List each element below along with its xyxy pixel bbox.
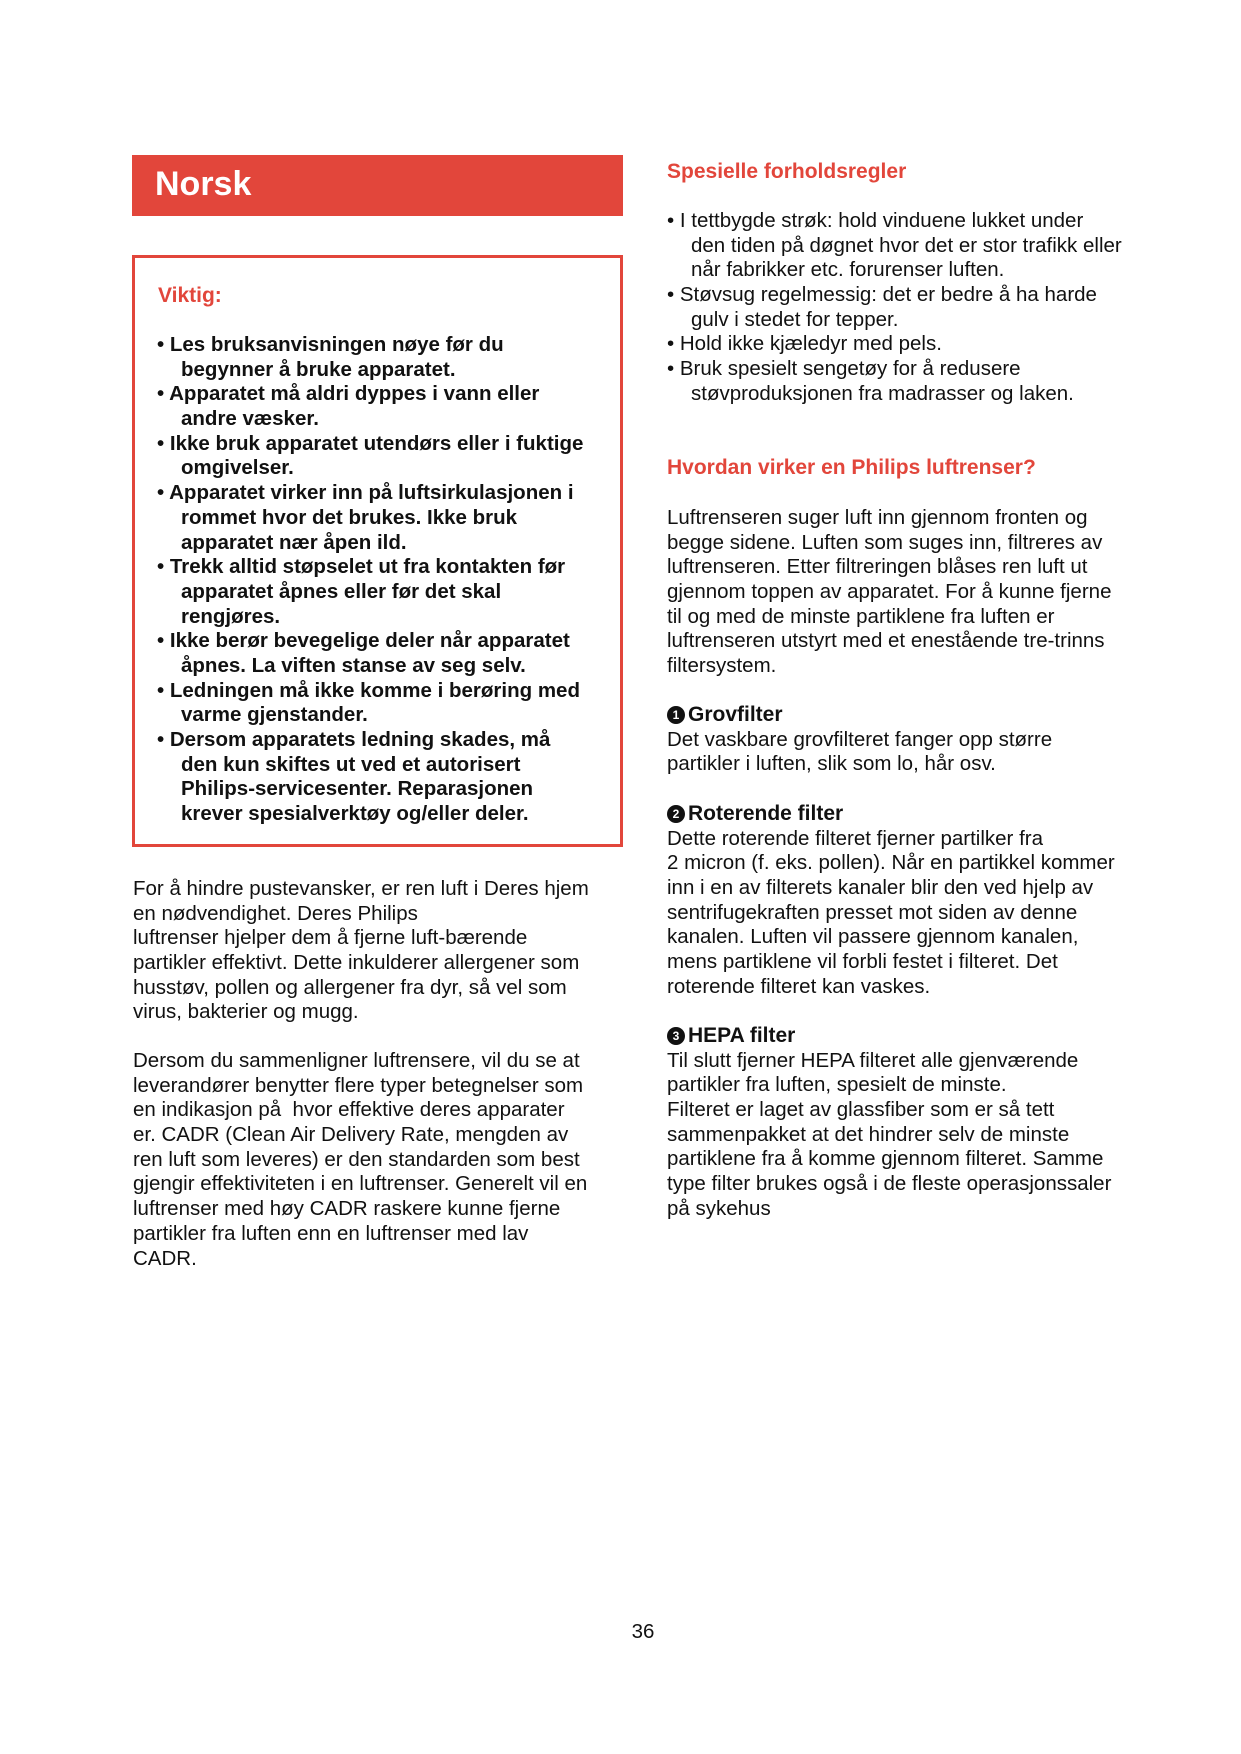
intro-paragraph-1 xyxy=(133,877,589,1025)
bullet-line xyxy=(157,555,583,580)
bullet-text: Trekk alltid støpselet ut fra kontakten før xyxy=(169,555,566,579)
text-line: sammenpakket at det hindrer selv de minste xyxy=(667,1122,1070,1146)
text-line: partiklene fra å komme gjennom filteret. Samme xyxy=(667,1147,1104,1171)
bullet-line xyxy=(157,382,583,407)
filter-title-text: Roterende filter xyxy=(688,802,844,825)
bullet-line: rengjøres. xyxy=(181,604,281,628)
bullet-dot: • xyxy=(157,481,170,505)
text-line: Dette roterende filteret fjerner partilker fra xyxy=(667,826,1043,850)
text-line: Dersom du sammenligner luftrensere, vil du se at xyxy=(133,1049,580,1072)
bullet-dot: • xyxy=(157,382,170,406)
bullet-dot: • xyxy=(157,678,170,702)
bullet-line: den tiden på døgnet hvor det er stor trafikk eller xyxy=(691,233,1122,257)
bullet-line xyxy=(157,432,583,457)
bullet-dot: • xyxy=(157,555,170,579)
bullet-line: den kun skiftes ut ved et autorisert xyxy=(181,752,521,776)
bullet-line: apparatet nær åpen ild. xyxy=(181,530,407,554)
precautions-list xyxy=(667,209,1122,407)
bullet-line: gulv i stedet for tepper. xyxy=(691,307,899,331)
text-line: ren luft som leveres) er den standarden som best xyxy=(133,1147,580,1171)
bullet-line xyxy=(157,333,583,358)
text-line: roterende filteret kan vaskes. xyxy=(667,974,931,998)
text-line: partikler fra luften enn en luftrenser med lav xyxy=(133,1221,529,1245)
filter-title xyxy=(667,703,1052,728)
bullet-line: varme gjenstander. xyxy=(181,703,368,727)
language-header xyxy=(132,155,623,216)
bullet-item xyxy=(157,432,583,481)
text-line: mens partiklene vil forbli festet i filteret. Det xyxy=(667,950,1058,974)
bullet-text: Hold ikke kjæledyr med pels. xyxy=(679,332,942,356)
bullet-dot: • xyxy=(667,357,680,381)
bullet-item xyxy=(157,382,583,431)
bullet-item xyxy=(157,728,583,827)
text-line: Filteret er laget av glassfiber som er så tett xyxy=(667,1098,1055,1122)
bullet-line xyxy=(667,283,1122,308)
how-paragraph xyxy=(667,506,1111,679)
bullet-text: Bruk spesielt sengetøy for å redusere xyxy=(679,357,1021,381)
text-line: til og med de minste partiklene fra luften er xyxy=(667,604,1055,628)
precautions-title: Spesielle forholdsregler xyxy=(667,160,907,183)
text-line: filtersystem. xyxy=(667,654,777,678)
number-circle-icon: 3 xyxy=(667,1027,685,1045)
bullet-dot: • xyxy=(157,431,170,455)
bullet-dot: • xyxy=(667,332,680,356)
text-line: på sykehus xyxy=(667,1196,771,1220)
bullet-dot: • xyxy=(157,629,170,653)
number-circle-icon: 1 xyxy=(667,706,685,724)
bullet-text: Apparatet må aldri dyppes i vann eller xyxy=(169,382,540,406)
text-line: luftrenser med høy CADR raskere kunne fjerne xyxy=(133,1197,561,1221)
bullet-line xyxy=(667,209,1122,234)
bullet-item xyxy=(157,555,583,629)
bullet-line xyxy=(157,481,583,506)
important-list xyxy=(157,333,583,827)
bullet-line: omgivelser. xyxy=(181,456,294,480)
text-line: luftrenseren utstyrt med et enestående tre-trinns xyxy=(667,629,1105,653)
text-line: kanalen. Luften vil passere gjennom kanalen, xyxy=(667,925,1079,949)
bullet-line xyxy=(667,357,1122,382)
text-line: husstøv, pollen og allergener fra dyr, så vel som xyxy=(133,975,567,999)
bullet-line: når fabrikker etc. forurenser luften. xyxy=(691,258,1005,282)
bullet-item xyxy=(157,629,583,678)
text-line: inn i en av filterets kanaler blir den ved hjelp av xyxy=(667,876,1094,900)
bullet-text: Dersom apparatets ledning skades, må xyxy=(169,728,551,751)
bullet-line: rommet hvor det brukes. Ikke bruk xyxy=(181,505,518,529)
how-title: Hvordan virker en Philips luftrenser? xyxy=(667,456,1036,479)
bullet-item xyxy=(157,679,583,728)
intro-paragraph-2 xyxy=(133,1049,587,1271)
bullet-item xyxy=(157,481,583,555)
filter-title-text: HEPA filter xyxy=(688,1024,796,1047)
text-line: leverandører benytter flere typer betegnelser som xyxy=(133,1073,584,1097)
bullet-line xyxy=(157,679,583,704)
text-line: en indikasjon på hvor effektive deres apparater xyxy=(133,1098,565,1122)
text-line: partikler effektivt. Dette inkulderer allergener som xyxy=(133,951,580,975)
text-line: luftrenseren. Etter filtreringen blåses ren luft ut xyxy=(667,555,1088,579)
text-line: For å hindre pustevansker, er ren luft i Deres hjem xyxy=(133,877,589,900)
bullet-line: støvproduksjonen fra madrasser og laken. xyxy=(691,381,1074,405)
bullet-line: Philips-servicesenter. Reparasjonen xyxy=(181,777,534,801)
text-line: virus, bakterier og mugg. xyxy=(133,1000,359,1024)
text-line: en nødvendighet. Deres Philips xyxy=(133,901,418,925)
text-line: gjennom toppen av apparatet. For å kunne fjerne xyxy=(667,580,1112,604)
bullet-line xyxy=(157,728,583,753)
filter-title xyxy=(667,802,1115,827)
text-line: Det vaskbare grovfilteret fanger opp større xyxy=(667,727,1053,751)
bullet-item xyxy=(667,209,1122,283)
bullet-text: Les bruksanvisningen nøye før du xyxy=(169,333,504,356)
number-circle-icon: 2 xyxy=(667,805,685,823)
bullet-text: Ikke bruk apparatet utendørs eller i fuktige xyxy=(169,431,584,455)
bullet-item xyxy=(667,357,1122,406)
bullet-dot: • xyxy=(667,209,680,232)
text-line: Til slutt fjerner HEPA filteret alle gjenværende xyxy=(667,1048,1079,1072)
text-line: er. CADR (Clean Air Delivery Rate, mengden av xyxy=(133,1123,569,1147)
text-line: sentrifugekraften presset mot siden av denne xyxy=(667,900,1078,924)
page-number: 36 xyxy=(631,1620,655,1643)
bullet-line: begynner å bruke apparatet. xyxy=(181,357,456,381)
bullet-line: andre væsker. xyxy=(181,407,319,431)
bullet-line xyxy=(667,332,1122,357)
bullet-item xyxy=(667,332,1122,357)
bullet-text: Ikke berør bevegelige deler når apparatet xyxy=(169,629,570,653)
language-title: Norsk xyxy=(155,165,252,203)
text-line: Luftrenseren suger luft inn gjennom fronten og xyxy=(667,506,1088,529)
bullet-line xyxy=(157,629,583,654)
bullet-line: åpnes. La viften stanse av seg selv. xyxy=(181,653,526,677)
text-line: luftrenser hjelper dem å fjerne luft-bærende xyxy=(133,926,528,950)
text-line: 2 micron (f. eks. pollen). Når en partikkel kommer xyxy=(667,851,1115,875)
text-line: partikler fra luften, spesielt de minste. xyxy=(667,1073,1007,1097)
text-line: gjengir effektiviteten i en luftrenser. Generelt vil en xyxy=(133,1172,588,1196)
text-line: begge sidene. Luften som suges inn, filtreres av xyxy=(667,530,1103,554)
text-line: partikler i luften, slik som lo, hår osv. xyxy=(667,752,996,776)
filter-section-2 xyxy=(667,802,1115,1000)
bullet-text: I tettbygde strøk: hold vinduene lukket under xyxy=(679,209,1084,232)
filter-section-3 xyxy=(667,1024,1111,1222)
bullet-item xyxy=(157,333,583,382)
filter-title-text: Grovfilter xyxy=(688,703,783,726)
bullet-line: apparatet åpnes eller før det skal xyxy=(181,579,502,603)
bullet-dot: • xyxy=(157,333,170,356)
bullet-dot: • xyxy=(667,283,680,307)
bullet-text: Støvsug regelmessig: det er bedre å ha harde xyxy=(679,283,1097,307)
bullet-dot: • xyxy=(157,728,170,751)
filter-title xyxy=(667,1024,1111,1049)
bullet-text: Ledningen må ikke komme i berøring med xyxy=(169,678,580,702)
bullet-text: Apparatet virker inn på luftsirkulasjonen i xyxy=(169,481,574,505)
bullet-item xyxy=(667,283,1122,332)
bullet-line: krever spesialverktøy og/eller deler. xyxy=(181,802,529,826)
important-title: Viktig: xyxy=(158,284,222,307)
text-line: type filter brukes også i de fleste operasjonssaler xyxy=(667,1172,1112,1196)
text-line: CADR. xyxy=(133,1246,197,1270)
filter-section-1 xyxy=(667,703,1052,777)
